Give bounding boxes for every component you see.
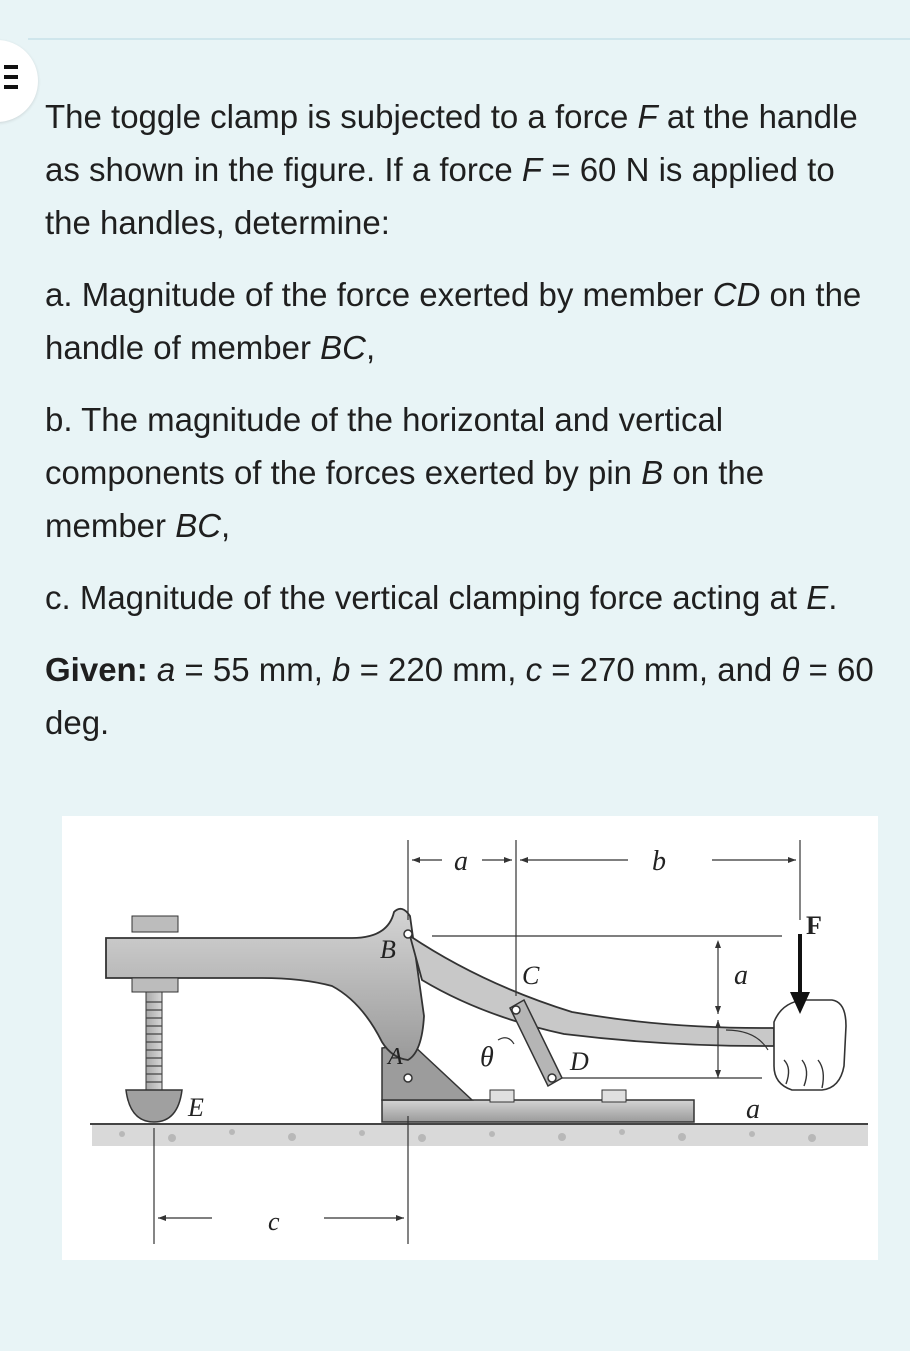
pin-c — [512, 1006, 520, 1014]
question-content — [45, 90, 875, 749]
part-c: c. Magnitude of the vertical clamping force acting at E. — [45, 579, 838, 616]
point-label-a: A — [388, 1044, 403, 1070]
part-a: a. Magnitude of the force exerted by member CD on the handle of member BC, — [45, 276, 862, 366]
menu-button[interactable] — [0, 40, 38, 122]
part-b: b. The magnitude of the horizontal and vertical components of the forces exerted by pin B on the member BC, — [45, 401, 765, 544]
point-label-d: D — [570, 1047, 589, 1076]
pin-b — [404, 930, 412, 938]
point-label-e: E — [188, 1093, 204, 1122]
base-bolt — [490, 1090, 514, 1102]
base-plate — [382, 1100, 694, 1122]
ground — [90, 1124, 868, 1146]
hand-illustration — [774, 1000, 846, 1090]
pin-a — [404, 1074, 412, 1082]
point-label-b: B — [380, 935, 396, 964]
force-label-f: F — [806, 911, 822, 940]
menu-icon — [4, 65, 18, 95]
dim-label-a-right: a — [734, 960, 748, 991]
toggle-clamp-diagram — [62, 816, 878, 1260]
point-label-c: C — [522, 961, 540, 990]
base-bolt — [602, 1090, 626, 1102]
dim-label-c: c — [268, 1207, 280, 1236]
toggle-clamp-figure — [62, 816, 878, 1260]
dim-label-a-top: a — [454, 846, 468, 877]
top-divider — [28, 38, 910, 40]
dim-label-a-bottom: a — [746, 1094, 760, 1125]
given-values: Given: a = 55 mm, b = 220 mm, c = 270 mm, and θ = 60 deg. — [45, 651, 874, 741]
angle-label-theta: θ — [480, 1042, 494, 1073]
handle-bc — [410, 936, 774, 1046]
intro-paragraph: The toggle clamp is subjected to a force F at the handle as shown in the figure. If a force F = 60 N is applied to the handles, determine: — [45, 98, 858, 241]
pin-d — [548, 1074, 556, 1082]
dim-label-b: b — [652, 846, 666, 877]
